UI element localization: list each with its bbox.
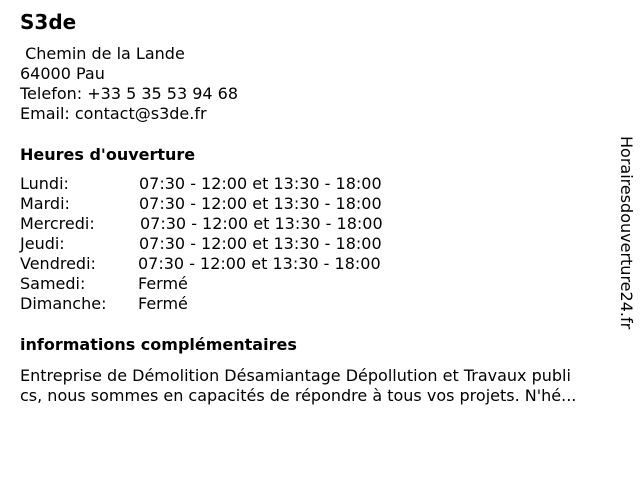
- time-range: 07:30 - 12:00 et 13:30 - 18:00: [138, 254, 381, 273]
- phone-number: Telefon: +33 5 35 53 94 68: [20, 84, 239, 103]
- description-line: Entreprise de Démolition Désamiantage Dépollution et Travaux publi: [20, 366, 571, 385]
- contact-block: [20, 44, 238, 124]
- day-label: Mercredi:: [20, 214, 95, 233]
- day-label: Mardi:: [20, 194, 70, 213]
- day-label: Samedi:: [20, 274, 86, 293]
- time-range: Fermé: [138, 294, 188, 313]
- time-range: 07:30 - 12:00 et 13:30 - 18:00: [140, 214, 383, 233]
- opening-hours-heading: Heures d'ouverture: [20, 145, 196, 164]
- source-watermark: Horairesdouverture24.fr: [617, 136, 636, 330]
- day-label: Dimanche:: [20, 294, 107, 313]
- time-range: 07:30 - 12:00 et 13:30 - 18:00: [139, 194, 382, 213]
- email-address: Email: contact@s3de.fr: [20, 104, 207, 123]
- time-range: 07:30 - 12:00 et 13:30 - 18:00: [139, 174, 382, 193]
- address-city: 64000 Pau: [20, 64, 105, 83]
- time-range: Fermé: [138, 274, 188, 293]
- day-label: Vendredi:: [20, 254, 96, 273]
- day-label: Lundi:: [20, 174, 69, 193]
- day-label: Jeudi:: [20, 234, 65, 253]
- address-street: Chemin de la Lande: [20, 44, 185, 63]
- time-range: 07:30 - 12:00 et 13:30 - 18:00: [139, 234, 382, 253]
- business-name: S3de: [20, 10, 77, 34]
- description-line: cs, nous sommes en capacités de répondre à tous vos projets. N'hé...: [20, 386, 577, 405]
- additional-info-heading: informations complémentaires: [20, 335, 297, 354]
- business-description: [20, 366, 630, 406]
